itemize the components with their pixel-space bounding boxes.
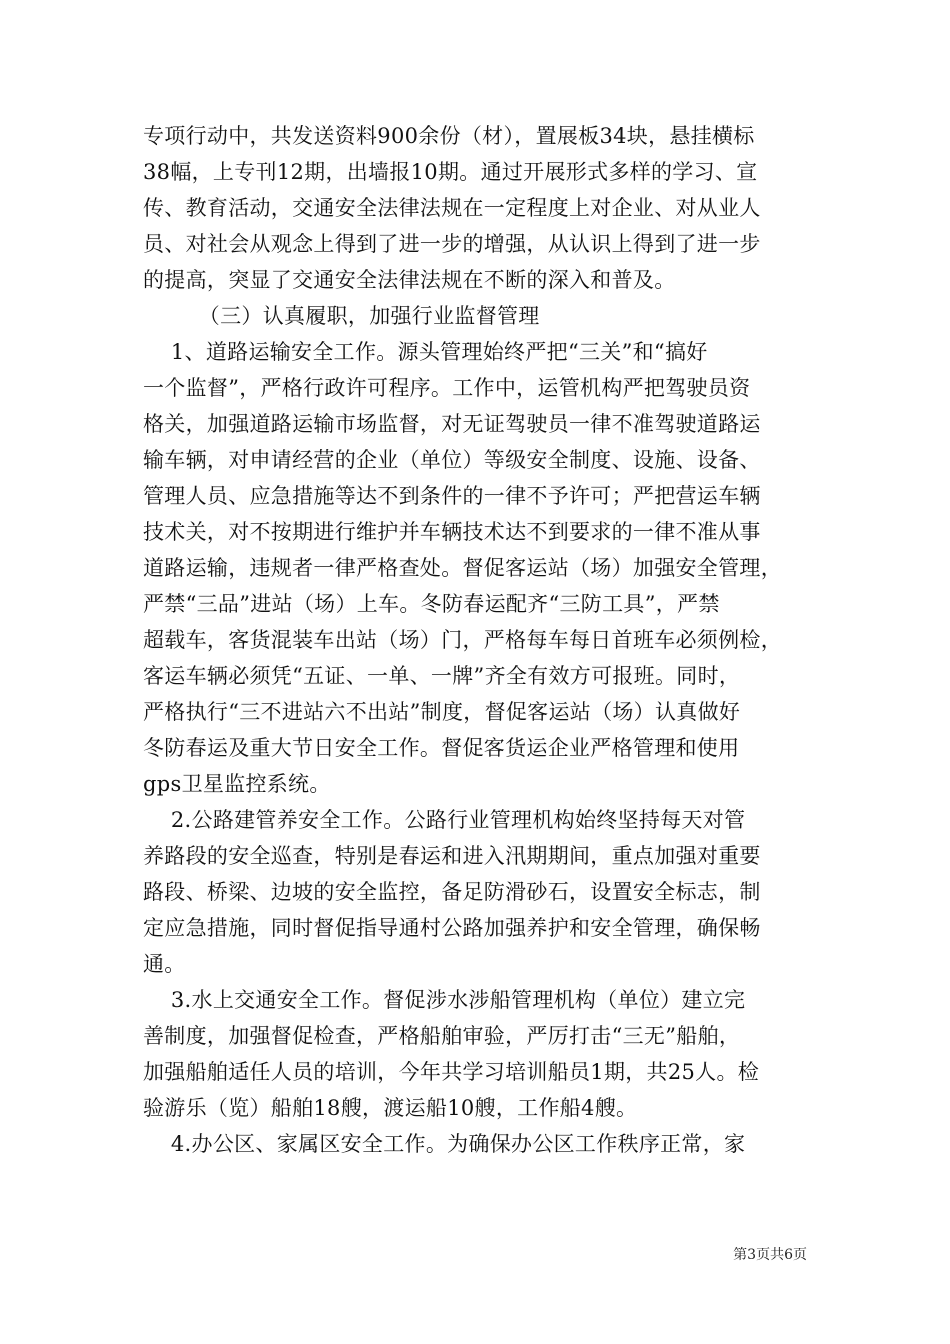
text-line: gps卫星监控系统。	[143, 772, 331, 796]
text-line: 冬防春运及重大节日安全工作。督促客货运企业严格管理和使用	[143, 736, 740, 760]
text-line: 一个监督”，严格行政许可程序。工作中，运管机构严把驾驶员资	[143, 376, 751, 400]
text-line: 通。	[143, 952, 186, 976]
text-line: 传、教育活动，交通安全法律法规在一定程度上对企业、对从业人	[143, 196, 761, 220]
text-line: 员、对社会从观念上得到了进一步的增强，从认识上得到了进一步	[143, 232, 761, 256]
text-line: 专项行动中，共发送资料900余份（材），置展板34块，悬挂横标	[143, 124, 755, 148]
text-line: 养路段的安全巡查，特别是春运和进入汛期期间，重点加强对重要	[143, 844, 761, 868]
text-line: 1、道路运输安全工作。源头管理始终严把“三关”和“搞好	[143, 340, 708, 364]
text-line: 善制度，加强督促检查，严格船舶审验，严厉打击“三无”船舶，	[143, 1024, 741, 1048]
text-line: 管理人员、应急措施等达不到条件的一律不予许可；严把营运车辆	[143, 484, 761, 508]
text-line: 3.水上交通安全工作。督促涉水涉船管理机构（单位）建立完	[143, 988, 746, 1012]
text-line: 的提高，突显了交通安全法律法规在不断的深入和普及。	[143, 268, 676, 292]
page-number: 第3页共6页	[733, 1247, 807, 1263]
text-line: 超载车，客货混装车出站（场）门，严格每车每日首班车必须例检，	[143, 628, 782, 652]
document-body	[143, 118, 811, 1162]
text-line: 定应急措施，同时督促指导通村公路加强养护和安全管理，确保畅	[143, 916, 761, 940]
text-line: 4.办公区、家属区安全工作。为确保办公区工作秩序正常，家	[143, 1132, 746, 1156]
text-line: 客运车辆必须凭“五证、一单、一牌”齐全有效方可报班。同时，	[143, 664, 741, 688]
text-line: 严禁“三品”进站（场）上车。冬防春运配齐“三防工具”，严禁	[143, 592, 720, 616]
text-line: 验游乐（览）船舶18艘，渡运船10艘，工作船4艘。	[143, 1096, 638, 1120]
text-line: 加强船舶适任人员的培训，今年共学习培训船员1期，共25人。检	[143, 1060, 760, 1084]
text-line: （三）认真履职，加强行业监督管理	[143, 304, 540, 328]
text-line: 38幅，上专刊12期，出墙报10期。通过开展形式多样的学习、宣	[143, 160, 758, 184]
text-line: 输车辆，对申请经营的企业（单位）等级安全制度、设施、设备、	[143, 448, 761, 472]
text-line: 道路运输，违规者一律严格查处。督促客运站（场）加强安全管理，	[143, 556, 782, 580]
text-line: 2.公路建管养安全工作。公路行业管理机构始终坚持每天对管	[143, 808, 746, 832]
text-line: 技术关，对不按期进行维护并车辆技术达不到要求的一律不准从事	[143, 520, 761, 544]
text-line: 路段、桥梁、边坡的安全监控，备足防滑砂石，设置安全标志，制	[143, 880, 761, 904]
text-line: 严格执行“三不进站六不出站”制度，督促客运站（场）认真做好	[143, 700, 741, 724]
text-line: 格关，加强道路运输市场监督，对无证驾驶员一律不准驾驶道路运	[143, 412, 761, 436]
